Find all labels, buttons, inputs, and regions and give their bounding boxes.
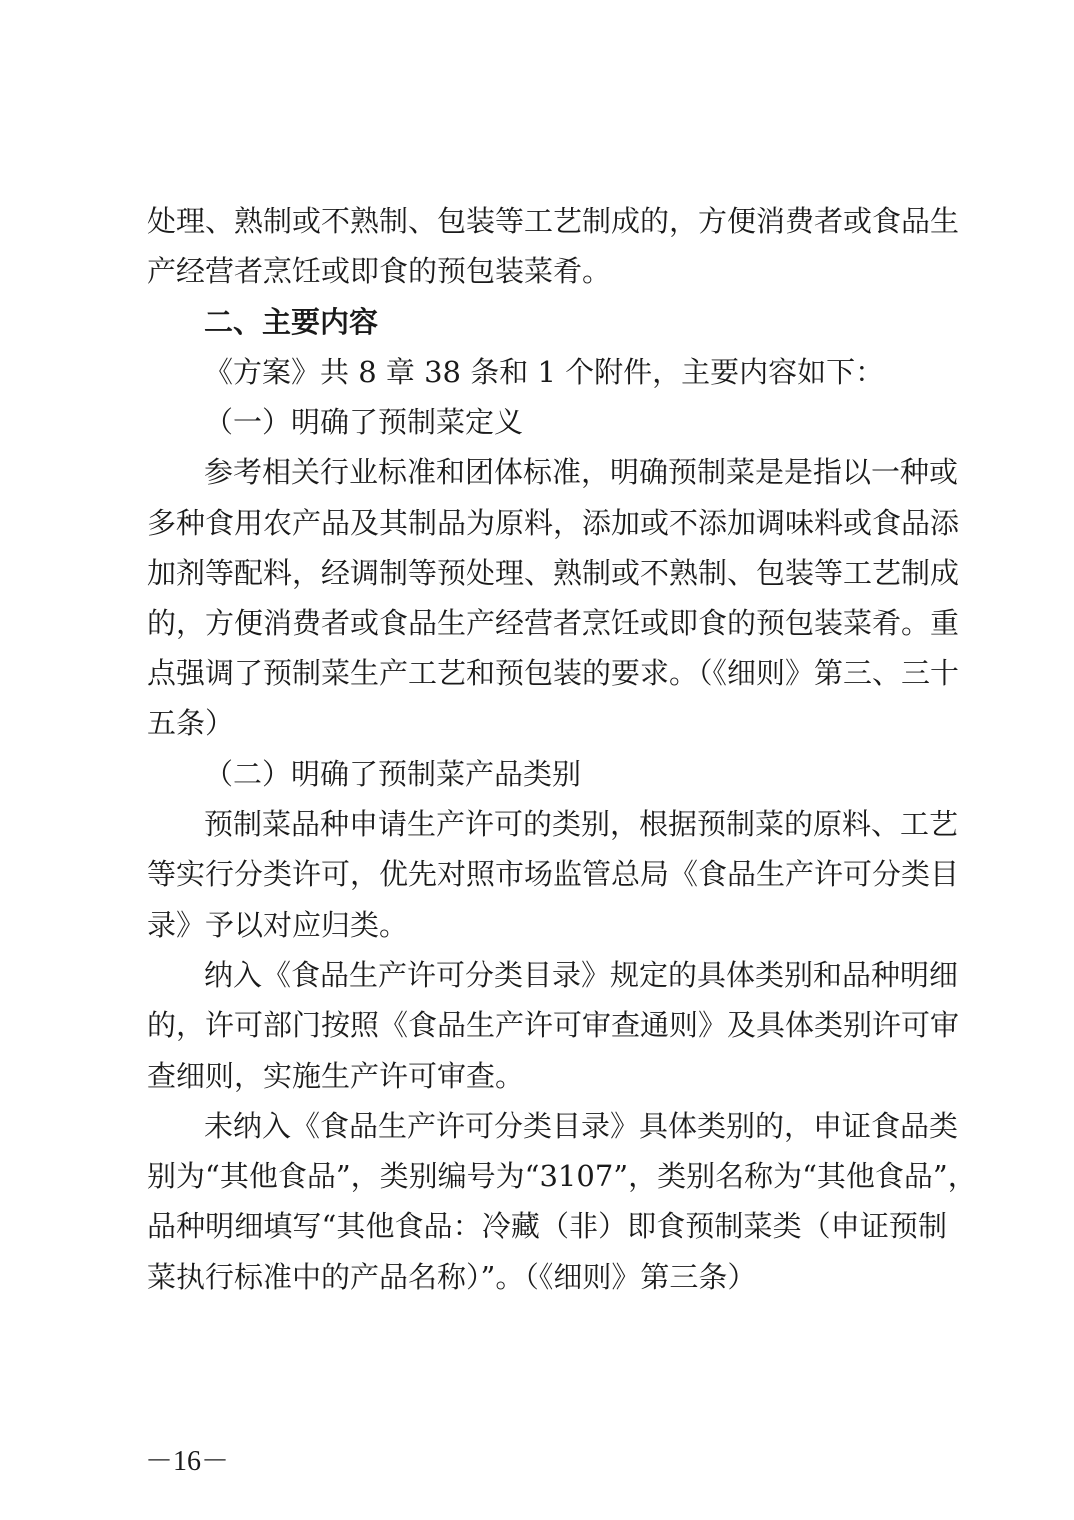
body-line: 等实行分类许可，优先对照市场监管总局《食品生产许可分类目 [147, 857, 960, 891]
body-line: 五条） [147, 706, 235, 740]
body-line: 纳入《食品生产许可分类目录》规定的具体类别和品种明细 [204, 958, 959, 992]
body-line: 加剂等配料，经调制等预处理、熟制或不熟制、包装等工艺制成 [147, 556, 960, 590]
page-number: －16－ [145, 1446, 230, 1477]
body-line: 处理、熟制或不熟制、包装等工艺制成的，方便消费者或食品生 [147, 204, 960, 238]
section-heading: 二、主要内容 [204, 305, 379, 339]
body-line: 预制菜品种申请生产许可的类别，根据预制菜的原料、工艺 [204, 807, 959, 841]
body-line: 别为“其他食品”，类别编号为“3107”，类别名称为“其他食品”， [147, 1159, 977, 1193]
subsection-heading: （一）明确了预制菜定义 [204, 405, 524, 439]
subsection-heading: （二）明确了预制菜产品类别 [204, 757, 582, 791]
body-line: 产经营者烹饪或即食的预包装菜肴。 [147, 254, 612, 288]
body-line: 点强调了预制菜生产工艺和预包装的要求。（《细则》第三、三十 [147, 656, 960, 690]
body-line: 的，许可部门按照《食品生产许可审查通则》及具体类别许可审 [147, 1008, 960, 1042]
body-line: 多种食用农产品及其制品为原料，添加或不添加调味料或食品添 [147, 506, 960, 540]
body-line: 的，方便消费者或食品生产经营者烹饪或即食的预包装菜肴。重 [147, 606, 960, 640]
body-line: 品种明细填写“其他食品：冷藏（非）即食预制菜类（申证预制 [147, 1209, 947, 1243]
body-line: 参考相关行业标准和团体标准，明确预制菜是是指以一种或 [204, 455, 959, 489]
body-line: 菜执行标准中的产品名称）”。（《细则》第三条） [147, 1260, 757, 1294]
body-line: 《方案》共 8 章 38 条和 1 个附件，主要内容如下： [204, 355, 885, 389]
body-line: 查细则，实施生产许可审查。 [147, 1059, 525, 1093]
body-line: 未纳入《食品生产许可分类目录》具体类别的，申证食品类 [204, 1109, 959, 1143]
body-line: 录》予以对应归类。 [147, 908, 409, 942]
